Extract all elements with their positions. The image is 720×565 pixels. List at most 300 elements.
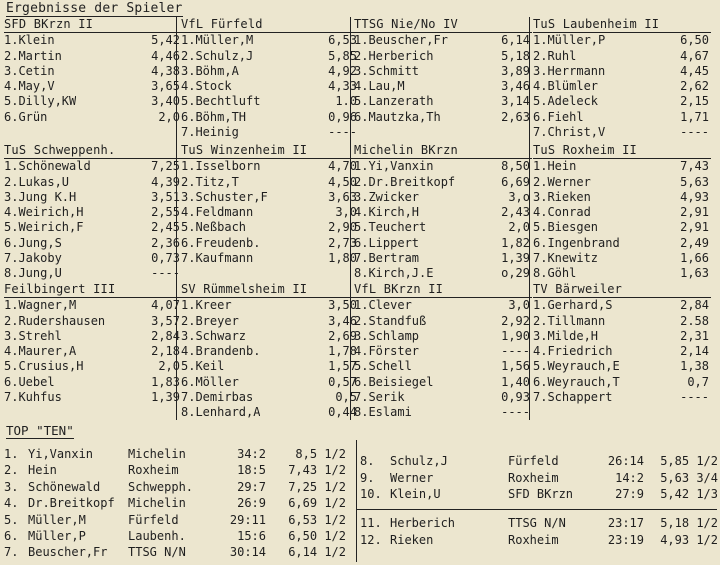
player-row (533, 110, 711, 125)
player-name: 1.Hein (533, 159, 577, 174)
top-ten-score: 7,25 1/2 (288, 479, 346, 494)
player-score: 1,66 (680, 251, 709, 266)
player-score: 4,50 (328, 174, 357, 189)
player-name: 8.Kirch,J.E (354, 266, 434, 281)
top-ten-score: 6,50 1/2 (288, 529, 346, 543)
player-row (4, 190, 182, 205)
player-score: 5,18 (501, 48, 530, 63)
player-name: 7.Kaufmann (181, 251, 254, 266)
player-name: 8.Göhl (533, 266, 577, 281)
top-ten-rank: 5. (4, 512, 19, 527)
player-name: 3.Schuster,F (181, 189, 268, 204)
player-row (4, 314, 182, 329)
player-name: 7.Bertram (354, 251, 420, 266)
player-row (4, 33, 182, 48)
player-row (181, 251, 359, 266)
top-ten-title: TOP "TEN" (6, 423, 74, 438)
player-score: 2,45 (151, 220, 180, 235)
player-row (533, 375, 711, 390)
top-ten-score: 5,42 1/3 (660, 487, 718, 501)
player-score: 2,91 (680, 205, 709, 220)
player-row (181, 344, 359, 359)
team-block (4, 143, 182, 282)
player-score: 6,69 (501, 174, 530, 189)
top-ten-row (4, 462, 346, 478)
player-score: 2,92 (501, 313, 530, 328)
player-row (181, 329, 359, 344)
player-name: 4.Kirch,H (354, 205, 420, 220)
player-row (354, 79, 532, 94)
player-row (354, 359, 532, 374)
top-ten-rank: 2. (4, 463, 19, 478)
player-name: 4.Stock (181, 79, 232, 94)
player-score: 3,51 (151, 189, 180, 204)
player-name: 1.Schönewald (4, 159, 91, 174)
player-score: 2,15 (680, 94, 709, 109)
player-name: 3.Milde,H (533, 328, 599, 343)
team-name: SV Rümmelsheim II (181, 282, 359, 298)
player-name: 5.Dilly,KW (4, 94, 77, 109)
player-row (533, 329, 711, 344)
player-score: 1,40 (501, 374, 530, 389)
player-row (4, 49, 182, 64)
player-name: 4.Friedrich (533, 344, 613, 359)
player-score: 0,44 (328, 405, 357, 420)
player-name: 2.Lukas,U (4, 174, 70, 189)
player-score: 4,07 (151, 298, 180, 313)
team-block (354, 282, 532, 421)
player-row (181, 159, 359, 174)
player-score: o,29 (501, 266, 530, 281)
player-score: 1.0 (335, 94, 357, 109)
player-name: 2.Herberich (354, 48, 434, 63)
player-name: 5.Schell (354, 359, 412, 374)
player-name: 4.Feldmann (181, 205, 254, 220)
team-name: TuS Roxheim II (533, 143, 711, 159)
player-row (354, 375, 532, 390)
player-score: 4,70 (328, 159, 357, 174)
player-score: 3,50 (328, 298, 357, 313)
player-row (533, 266, 711, 281)
player-score: 6,50 (680, 33, 709, 48)
player-name: 6.Uebel (4, 374, 55, 389)
player-row (533, 33, 711, 48)
player-score: 6,53 (328, 33, 357, 48)
player-score: 1,63 (680, 266, 709, 281)
player-score: 1,80 (328, 251, 357, 266)
player-row (354, 64, 532, 79)
player-score: 1,38 (680, 359, 709, 374)
player-name: 2.Rudershausen (4, 313, 106, 328)
player-row (533, 236, 711, 251)
top-ten-rank: 4. (4, 496, 19, 511)
player-name: 4.Conrad (533, 205, 591, 220)
player-name: 1.Klein (4, 33, 55, 48)
player-name: 7.Christ,V (533, 125, 606, 140)
top-ten-score: 6,69 1/2 (288, 496, 346, 511)
top-ten-rank: 6. (4, 529, 19, 543)
player-name: 4.Lau,M (354, 79, 405, 94)
top-ten-games: 14:2 (615, 470, 644, 485)
top-ten-club: Roxheim (508, 470, 559, 485)
top-ten-games: 23:19 (607, 533, 644, 547)
player-score: 1,83 (151, 374, 180, 389)
player-score: 2,84 (151, 328, 180, 343)
top-ten-name: Beuscher,Fr (28, 545, 108, 560)
player-name: 6.Beisiegel (354, 374, 434, 389)
player-row (181, 110, 359, 125)
player-score: ---- (328, 125, 357, 140)
player-score: ---- (501, 405, 530, 420)
player-name: 5.Crusius,H (4, 359, 84, 374)
player-row (4, 64, 182, 79)
player-score: 2,49 (680, 235, 709, 250)
player-row (354, 390, 532, 405)
top-ten-club: Michelin (128, 496, 186, 511)
team-block (533, 143, 711, 282)
player-score: 1,39 (151, 390, 180, 405)
player-score: 4,39 (151, 174, 180, 189)
player-name: 2.Standfuß (354, 313, 427, 328)
top-ten-row (4, 495, 346, 511)
player-name: 5.Weyrauch,E (533, 359, 620, 374)
player-name: 4.Blümler (533, 79, 599, 94)
player-row (181, 375, 359, 390)
player-name: 3.Schwarz (181, 328, 247, 343)
player-row (354, 190, 532, 205)
top-ten-name: Hein (28, 463, 57, 478)
player-name: 1.Beuscher,Fr (354, 33, 448, 48)
player-score: 4,92 (328, 63, 357, 78)
top-ten-row (360, 453, 718, 469)
top-ten-games: 18:5 (237, 463, 266, 478)
team-block (181, 143, 359, 266)
team-name: TuS Laubenheim II (533, 17, 711, 33)
top-ten-rank: 10. (360, 487, 382, 501)
player-name: 2.Dr.Breitkopf (354, 174, 456, 189)
player-score: 4,67 (680, 48, 709, 63)
player-row (533, 205, 711, 220)
top-ten-name: Dr.Breitkopf (28, 496, 115, 511)
player-score: 2,18 (151, 344, 180, 359)
player-name: 2.Breyer (181, 313, 239, 328)
player-score: 2,31 (680, 328, 709, 343)
player-name: 5.Neßbach (181, 220, 247, 235)
top-ten-row (360, 515, 718, 531)
player-score: 4,46 (151, 48, 180, 63)
player-name: 6.Mautzka,Th (354, 109, 441, 124)
player-row (181, 79, 359, 94)
player-score: 2,62 (680, 79, 709, 94)
top-ten-club: Schwepph. (128, 479, 194, 494)
top-ten-row (4, 479, 346, 495)
player-score: 3,14 (501, 94, 530, 109)
top-ten-separator (357, 509, 717, 510)
player-name: 6.Grün (4, 109, 48, 124)
top-ten-rank: 11. (360, 516, 382, 530)
player-score: 4,93 (680, 189, 709, 204)
top-ten-name: Werner (390, 470, 434, 485)
player-name: 5.Weirich,F (4, 220, 84, 235)
player-score: 4,45 (680, 63, 709, 78)
player-score: 1,56 (501, 359, 530, 374)
team-block (181, 17, 359, 140)
player-name: 1.Müller,P (533, 33, 606, 48)
top-ten-club: TTSG N/N (128, 545, 186, 560)
player-name: 4.Maurer,A (4, 344, 77, 359)
player-score: 2,63 (501, 109, 530, 124)
player-score: 3,46 (501, 79, 530, 94)
team-name: TuS Schweppenh. (4, 143, 182, 159)
top-ten-club: Michelin (128, 447, 186, 461)
player-name: 8.Lenhard,A (181, 405, 261, 420)
player-row (181, 190, 359, 205)
player-row (354, 266, 532, 281)
player-name: 1.Yi,Vanxin (354, 159, 434, 174)
player-name: 1.Müller,M (181, 33, 254, 48)
top-ten-row (4, 446, 346, 462)
player-name: 3.Herrmann (533, 63, 606, 78)
player-name: 6.Fiehl (533, 109, 584, 124)
top-ten-club: SFD BKrzn (508, 487, 574, 501)
player-row (533, 79, 711, 94)
player-name: 3.Böhm,A (181, 63, 239, 78)
player-row (533, 220, 711, 235)
player-row (533, 344, 711, 359)
player-score: 1,90 (501, 328, 530, 343)
player-row (181, 49, 359, 64)
player-name: 3.Schlamp (354, 328, 420, 343)
player-name: 2.Werner (533, 174, 591, 189)
top-ten-club: TTSG N/N (508, 516, 566, 530)
player-name: 6.Freudenb. (181, 235, 261, 250)
player-name: 8.Eslami (354, 405, 412, 420)
player-row (354, 110, 532, 125)
player-score: 4,38 (151, 63, 180, 78)
player-score: 3,o (508, 189, 530, 204)
top-ten-row (4, 512, 346, 528)
player-row (181, 298, 359, 313)
top-ten-score: 5,18 1/2 (660, 516, 718, 530)
player-name: 5.Keil (181, 359, 225, 374)
player-score: ---- (680, 390, 709, 405)
player-row (181, 94, 359, 109)
player-row (354, 298, 532, 313)
player-row (533, 359, 711, 374)
player-name: 2.Schulz,J (181, 48, 254, 63)
player-name: 1.Isselborn (181, 159, 261, 174)
player-row (533, 314, 711, 329)
top-ten-club: Fürfeld (128, 512, 179, 527)
team-name: Michelin BKrzn (354, 143, 532, 159)
team-block (181, 282, 359, 421)
player-score: 1,71 (680, 109, 709, 124)
top-ten-rank: 8. (360, 454, 375, 468)
player-row (533, 49, 711, 64)
player-score: 0,57 (328, 374, 357, 389)
player-name: 7.Kuhfus (4, 390, 62, 405)
player-score: 0,96 (328, 109, 357, 124)
player-name: 5.Bechtluft (181, 94, 261, 109)
player-row (354, 49, 532, 64)
player-score: 1,57 (328, 359, 357, 374)
player-name: 7.Demirbas (181, 390, 254, 405)
player-score: 2,36 (151, 235, 180, 250)
player-name: 6.Weyrauch,T (533, 374, 620, 389)
player-name: 4.May,V (4, 79, 55, 94)
player-name: 1.Clever (354, 298, 412, 313)
player-name: 3.Zwicker (354, 189, 420, 204)
column-divider (176, 17, 177, 420)
player-row (354, 159, 532, 174)
player-name: 1.Gerhard,S (533, 298, 613, 313)
player-name: 6.Jung,S (4, 235, 62, 250)
player-row (4, 329, 182, 344)
player-name: 5.Lanzerath (354, 94, 434, 109)
top-ten-club: Roxheim (128, 463, 179, 478)
top-ten-score: 4,93 1/2 (660, 533, 718, 547)
player-row (533, 94, 711, 109)
top-ten-row (4, 544, 346, 560)
top-ten-name: Müller,M (28, 512, 86, 527)
player-name: 6.Möller (181, 374, 239, 389)
top-ten-name: Yi,Vanxin (28, 447, 94, 461)
top-ten-games: 29:11 (229, 512, 266, 527)
player-score: 2,73 (328, 235, 357, 250)
player-row (354, 220, 532, 235)
player-score: 4,33 (328, 79, 357, 94)
top-ten-score: 5,85 1/2 (660, 454, 718, 468)
player-name: 6.Böhm,TH (181, 109, 247, 124)
player-row (4, 375, 182, 390)
player-name: 7.Jakoby (4, 251, 62, 266)
top-ten-games: 26:9 (237, 496, 266, 511)
team-name: Feilbingert III (4, 282, 182, 298)
player-score: ---- (680, 125, 709, 140)
player-row (181, 390, 359, 405)
top-ten-name: Herberich (390, 516, 456, 530)
player-score: 3,65 (151, 79, 180, 94)
top-ten-name: Klein,U (390, 487, 441, 501)
team-name: VfL BKrzn II (354, 282, 532, 298)
player-row (181, 33, 359, 48)
top-ten-score: 6,53 1/2 (288, 512, 346, 527)
player-score: 7,25 (151, 159, 180, 174)
column-divider (350, 17, 351, 420)
player-name: 4.Förster (354, 344, 420, 359)
player-row (181, 220, 359, 235)
player-name: 6.Ingenbrand (533, 235, 620, 250)
top-ten-games: 15:6 (237, 529, 266, 543)
player-score: 2,91 (680, 220, 709, 235)
player-score: 3,63 (328, 189, 357, 204)
player-row (4, 344, 182, 359)
player-row (354, 33, 532, 48)
top-ten-games: 27:9 (615, 487, 644, 501)
top-ten-rank: 1. (4, 447, 19, 461)
team-block (4, 17, 182, 125)
player-score: 2,0 (158, 109, 180, 124)
column-divider (529, 17, 530, 420)
player-score: 0,73 (151, 251, 180, 266)
player-row (533, 125, 711, 140)
player-row (181, 236, 359, 251)
team-name: VfL Fürfeld (181, 17, 359, 33)
team-name: TuS Winzenheim II (181, 143, 359, 159)
player-score: 2,0 (158, 359, 180, 374)
player-row (4, 205, 182, 220)
top-ten-divider (356, 440, 357, 562)
player-name: 2.Martin (4, 48, 62, 63)
player-score: 3,46 (328, 313, 357, 328)
player-score: 1,78 (328, 344, 357, 359)
page-title: Ergebnisse der Spieler (6, 1, 183, 16)
player-row (4, 390, 182, 405)
player-name: 7.Knewitz (533, 251, 599, 266)
player-row (181, 175, 359, 190)
player-score: 2,43 (501, 205, 530, 220)
top-ten-games: 26:14 (607, 454, 644, 468)
top-ten-games: 34:2 (237, 447, 266, 461)
top-ten-row (360, 470, 718, 486)
player-name: 3.Schmitt (354, 63, 420, 78)
player-score: 1,82 (501, 235, 530, 250)
player-name: 6.Lippert (354, 235, 420, 250)
player-name: 5.Adeleck (533, 94, 599, 109)
player-row (4, 266, 182, 281)
player-name: 2.Titz,T (181, 174, 239, 189)
player-row (354, 329, 532, 344)
player-name: 1.Kreer (181, 298, 232, 313)
player-row (354, 175, 532, 190)
player-row (354, 236, 532, 251)
top-ten-name: Müller,P (28, 529, 86, 543)
player-name: 4.Weirich,H (4, 205, 84, 220)
top-ten-row (4, 528, 346, 544)
player-row (4, 220, 182, 235)
top-ten-club: Roxheim (508, 533, 559, 547)
player-score: 3,57 (151, 313, 180, 328)
team-block (4, 282, 182, 405)
player-row (181, 64, 359, 79)
player-score: 2,69 (328, 328, 357, 343)
player-row (533, 298, 711, 313)
player-score: 3,0 (335, 205, 357, 220)
player-row (533, 190, 711, 205)
top-ten-score: 7,43 1/2 (288, 463, 346, 478)
team-block (354, 143, 532, 282)
player-name: 3.Rieken (533, 189, 591, 204)
top-ten-score: 8,5 1/2 (295, 447, 346, 461)
player-row (181, 405, 359, 420)
top-ten-row (360, 532, 718, 548)
player-name: 2.Ruhl (533, 48, 577, 63)
player-row (533, 64, 711, 79)
player-score: 3,40 (151, 94, 180, 109)
top-ten-games: 23:17 (607, 516, 644, 530)
player-row (533, 251, 711, 266)
player-score: 0,93 (501, 390, 530, 405)
player-row (354, 94, 532, 109)
player-score: 2,14 (680, 344, 709, 359)
player-name: 8.Jung,U (4, 266, 62, 281)
player-row (181, 125, 359, 140)
player-row (354, 205, 532, 220)
top-ten-row (360, 486, 718, 502)
player-score: 6,14 (501, 33, 530, 48)
player-score: 5,63 (680, 174, 709, 189)
top-ten-rank: 9. (360, 470, 375, 485)
